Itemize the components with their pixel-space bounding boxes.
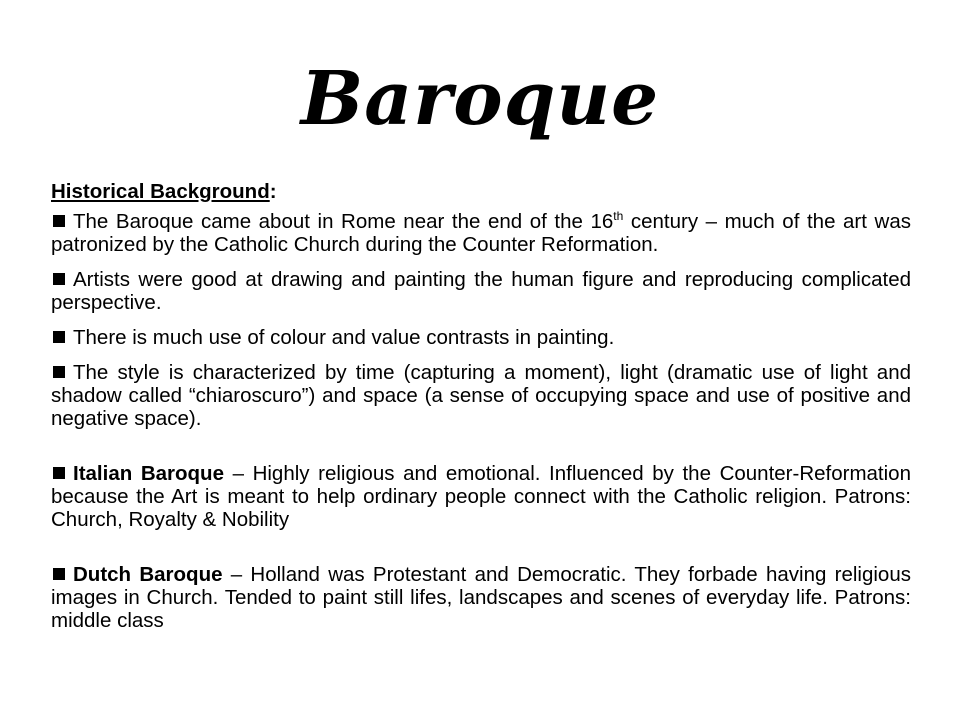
square-bullet-icon	[53, 568, 65, 580]
bullet-item-dutch-baroque: Dutch Baroque – Holland was Protestant and Democratic. They forbade having religious images in Church. Tended to paint still lifes, landscapes and scenes of everyday life. Patrons: middle class	[51, 563, 911, 632]
bullet-item-figure: Artists were good at drawing and painting the human figure and reproducing complicated perspective.	[51, 268, 911, 314]
section-heading	[51, 180, 911, 203]
bullet-item-colour: There is much use of colour and value contrasts in painting.	[51, 326, 911, 349]
slide-title: Baroque	[300, 56, 660, 142]
square-bullet-icon	[53, 467, 65, 479]
bullet-item-italian-baroque: Italian Baroque – Highly religious and emotional. Influenced by the Counter-Reformation because the Art is meant to help ordinary people connect with the Catholic religion. Patrons: Church, Royalty & Nobility	[51, 462, 911, 531]
section-heading-label: Historical Background	[51, 180, 270, 203]
square-bullet-icon	[53, 215, 65, 227]
square-bullet-icon	[53, 366, 65, 378]
square-bullet-icon	[53, 331, 65, 343]
section-heading-colon: :	[269, 180, 277, 203]
bullet-item-origin: The Baroque came about in Rome near the end of the 16th century – much of the art was patronized by the Catholic Church during the Counter Reformation.	[51, 209, 911, 256]
square-bullet-icon	[53, 273, 65, 285]
bullet-item-style: The style is characterized by time (capturing a moment), light (dramatic use of light and shadow called “chiaroscuro”) and space (a sense of occupying space and use of positive and negative space).	[51, 361, 911, 430]
slide-body	[51, 180, 911, 632]
